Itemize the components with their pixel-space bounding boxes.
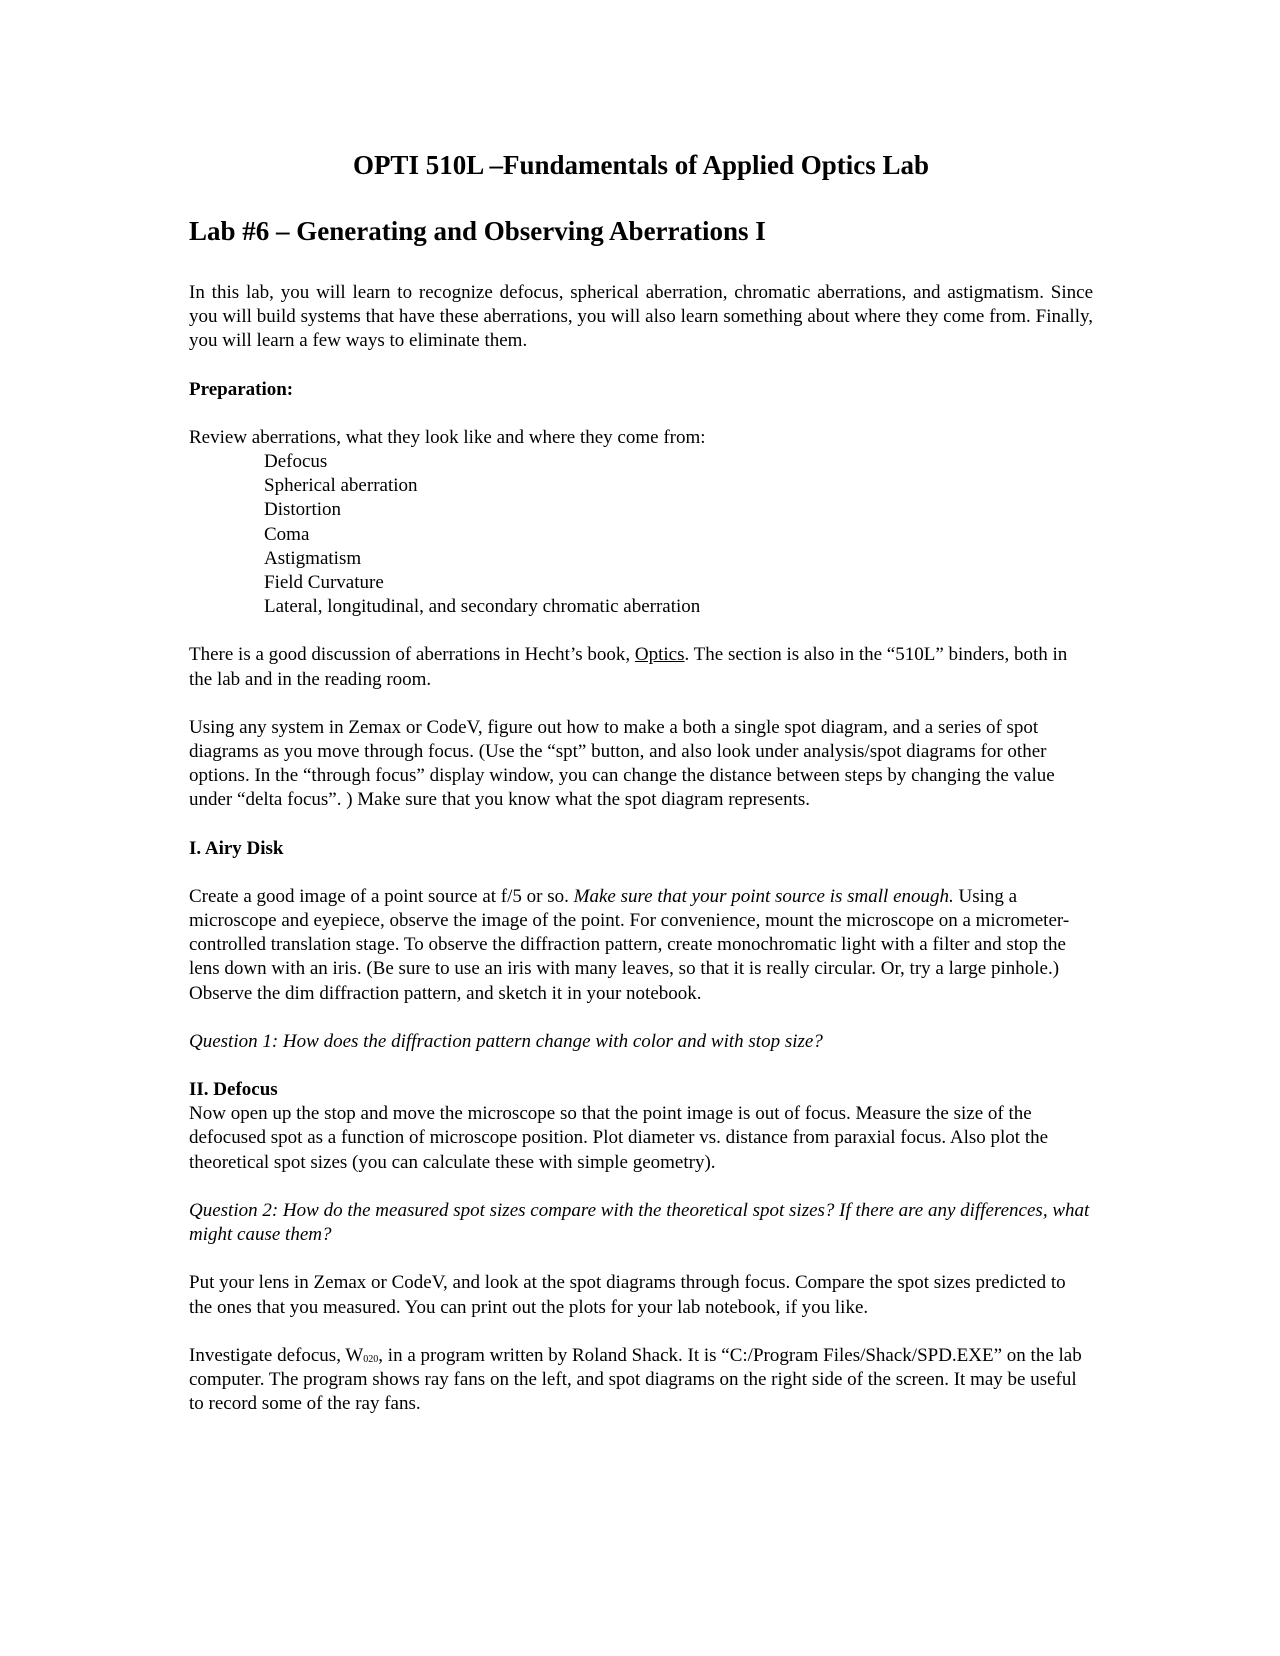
list-item: Defocus <box>264 451 328 473</box>
lab-title: Lab #6 – Generating and Observing Aberrations I <box>189 216 766 246</box>
hecht-paragraph <box>189 643 1093 691</box>
review-lead: Review aberrations, what they look like and where they come from: <box>189 426 706 448</box>
list-item: Field Curvature <box>264 572 384 594</box>
list-item: Distortion <box>264 499 342 521</box>
list-item: Spherical aberration <box>264 475 418 497</box>
airy-disk-paragraph <box>189 885 1093 1006</box>
shack-pre: Investigate defocus, W <box>189 1344 364 1366</box>
list-item: Lateral, longitudinal, and secondary chromatic aberration <box>264 596 701 618</box>
intro-paragraph: In this lab, you will learn to recognize defocus, spherical aberration, chromatic aberrations, and astigmatism. Since you will build systems that have these aberrations, you will also learn something about where they come from. Finally, you will learn a few ways to eliminate them. <box>189 282 1093 352</box>
airy-disk-heading: I. Airy Disk <box>189 837 284 859</box>
defocus-paragraph: Now open up the stop and move the microscope so that the point image is out of focus. Measure the size of the defocused spot as a function of microscope position. Plot diameter vs. distance from paraxial focus. Also plot the theoretical spot sizes (you can calculate these with simple geometry). <box>189 1103 1049 1173</box>
question-1: Question 1: How does the diffraction pattern change with color and with stop size? <box>189 1030 823 1052</box>
question-2: Question 2: How do the measured spot sizes compare with the theoretical spot sizes? If there are any differences, what might cause them? <box>189 1199 1090 1246</box>
course-title: OPTI 510L –Fundamentals of Applied Optics Lab <box>352 150 930 180</box>
software-paragraph: Using any system in Zemax or CodeV, figure out how to make a both a single spot diagram, and a series of spot diagrams as you move through focus. (Use the “spt” button, and also look under analysis/spot diagrams for other options. In the “through focus” display window, you can change the distance between steps by changing the value under “delta focus”. ) Make sure that you know what the spot diagram represents. <box>189 716 1055 811</box>
list-item: Astigmatism <box>264 547 362 569</box>
preparation-heading: Preparation: <box>189 378 294 400</box>
document-content <box>189 148 1093 1416</box>
airy-body: Using a microscope and eyepiece, observe the image of the point. For convenience, mount the microscope on a micrometer-controlled translation stage. To observe the diffraction pattern, create monochromatic light with a filter and stop the lens down with an iris. (Be sure to use an iris with many leaves, so that it is really circular. Or, try a large pinhole.) Observe the dim diffraction pattern, and sketch it in your notebook. <box>189 885 1070 1004</box>
spot-diagram-paragraph: Put your lens in Zemax or CodeV, and look at the spot diagrams through focus. Compare the spot sizes predicted to the ones that you measured. You can print out the plots for your lab notebook, if you like. <box>189 1272 1066 1318</box>
w020-subscript: 020 <box>363 1353 379 1365</box>
defocus-heading: II. Defocus <box>189 1079 278 1101</box>
shack-paragraph <box>189 1344 1093 1417</box>
book-title: Optics <box>634 644 685 666</box>
hecht-text-post: . The section is also in the “510L” binders, both in the lab and in the reading room. <box>189 644 1068 690</box>
list-item: Coma <box>264 523 310 545</box>
airy-lead: Create a good image of a point source at f/5 or so. <box>189 885 574 907</box>
aberration-list <box>189 450 1093 619</box>
airy-lead-italic: Make sure that your point source is small enough. <box>573 885 954 907</box>
shack-post: , in a program written by Roland Shack. It is “C:/Program Files/Shack/SPD.EXE” on the lab computer. The program shows ray fans on the left, and spot diagrams on the right side of the screen. It may be useful to record some of the ray fans. <box>189 1344 1082 1415</box>
hecht-text-pre: There is a good discussion of aberrations in Hecht’s book, <box>189 644 635 666</box>
